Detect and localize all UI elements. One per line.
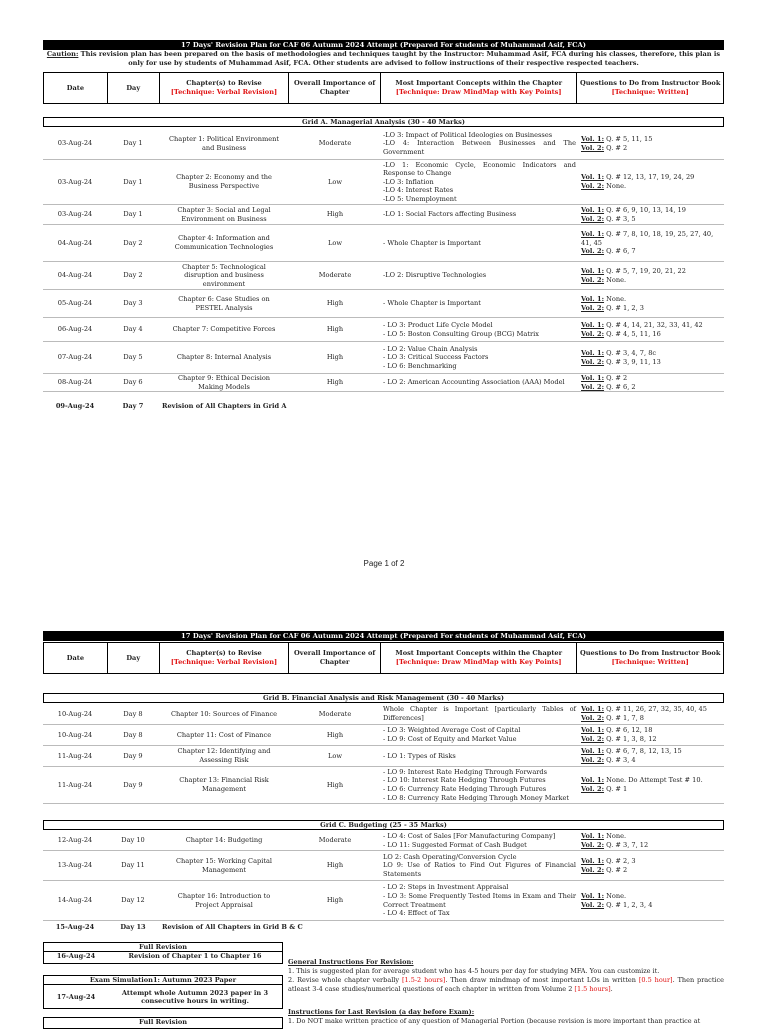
row-date: 13-Aug-24 xyxy=(57,861,93,870)
row-chapter: Chapter 13: Financial Risk Management xyxy=(179,776,269,793)
volume-1-questions: Vol. 1: Q. # 5, 7, 19, 20, 21, 22 xyxy=(581,266,686,275)
page-number: Page 1 of 2 xyxy=(363,559,405,568)
volume-1-questions: Vol. 1: Q. # 3, 4, 7, 8c xyxy=(581,348,657,357)
instruction-1: 1. This is suggested plan for average student who has 4-5 hours per day for studying MFA. You can customize it. xyxy=(288,967,660,975)
row-importance: High xyxy=(326,896,344,905)
concept-line: -LO 3: Inflation xyxy=(383,177,434,186)
row-chapter: Chapter 1: Political Environment and Business xyxy=(168,134,279,152)
volume-2-questions: Vol. 2: Q. # 1 xyxy=(581,785,628,793)
concept-line: -LO 3: Impact of Political Ideologies on Businesses xyxy=(383,130,553,139)
volume-2-questions: Vol. 2: Q. # 1, 3, 8, 12 xyxy=(581,735,657,743)
caution-note xyxy=(43,50,724,68)
table-row xyxy=(43,881,724,921)
row-chapter: Chapter 11: Cost of Finance xyxy=(176,730,272,739)
header-questions: Questions to Do from Instructor Book [Technique: Written] xyxy=(580,649,721,666)
row-chapter: Chapter 16: Introduction to Project Appraisal xyxy=(177,891,271,909)
day16-date: 16-Aug-24 xyxy=(56,952,96,960)
row-day: Day 1 xyxy=(123,139,143,148)
table-row xyxy=(43,374,724,392)
instructions-heading-2: Instructions for Last Revision (a day before Exam): xyxy=(288,1008,475,1016)
volume-1-questions: Vol. 1: Q. # 2 xyxy=(581,373,628,382)
caution-text: This revision plan has been prepared on the basis of methodologies and techniques taught by the Instructor: Muhammad Asif, FCA during his classes, therefore, this plan is only for use by students of Muhammad Asif, FCA. Other students are advised to follow instructions of their respective respected teachers. xyxy=(78,50,721,67)
row-questions xyxy=(578,342,724,373)
day17-text: Attempt whole Autumn 2023 paper in 3 consecutive hours in writing. xyxy=(121,989,269,1005)
table-row xyxy=(43,318,724,342)
row-chapter: Chapter 14: Budgeting xyxy=(185,836,263,845)
row-chapter: Chapter 6: Case Studies on PESTEL Analysis xyxy=(178,294,270,312)
volume-2-questions: Vol. 2: Q. # 1, 7, 8 xyxy=(581,714,644,722)
last-revision-instructions xyxy=(288,1008,724,1026)
day17-title: Exam Simulation1: Autumn 2023 Paper xyxy=(44,976,282,985)
row-questions xyxy=(578,851,724,880)
concept-line: - LO 5: Boston Consulting Group (BCG) Matrix xyxy=(383,329,539,338)
row-day: Day 8 xyxy=(123,730,143,739)
revision-text: Revision of All Chapters in Grid B & C xyxy=(162,922,303,931)
table-row xyxy=(43,290,724,318)
row-importance: High xyxy=(326,861,344,870)
row-chapter: Chapter 2: Economy and the Business Perspective xyxy=(176,173,272,190)
concept-line: - LO 4: Cost of Sales [For Manufacturing Company] xyxy=(383,831,556,840)
header-concepts: Most Important Concepts within the Chapter [Technique: Draw MindMap with Key Points] xyxy=(381,73,577,103)
concept-line: - LO 4: Effect of Tax xyxy=(383,909,450,918)
table-row xyxy=(43,225,724,262)
row-importance: Moderate xyxy=(318,709,352,718)
grid-c-title: Grid C. Budgeting (25 - 35 Marks) xyxy=(43,820,724,830)
day18-box xyxy=(43,1017,283,1029)
table-row xyxy=(43,262,724,290)
row-importance: High xyxy=(326,780,344,789)
concept-line: - LO 6: Currency Rate Hedging Through Futures xyxy=(383,785,547,793)
row-day: Day 11 xyxy=(121,861,145,870)
row-day: Day 5 xyxy=(123,353,143,362)
row-questions xyxy=(578,205,724,224)
row-questions xyxy=(578,704,724,724)
row-questions xyxy=(578,262,724,289)
volume-1-questions: Vol. 1: Q. # 6, 9, 10, 13, 14, 19 xyxy=(581,205,686,214)
concept-line: - LO 6: Benchmarking xyxy=(383,361,457,370)
table-row xyxy=(43,342,724,374)
row-concepts xyxy=(381,160,578,204)
row-date: 04-Aug-24 xyxy=(57,238,93,247)
table-row xyxy=(43,851,724,881)
page-title: 17 Days' Revision Plan for CAF 06 Autumn 2024 Attempt (Prepared For students of Muhammad Asif, FCA) xyxy=(43,40,724,50)
concept-line: - LO 2: Value Chain Analysis xyxy=(383,344,478,353)
volume-2-questions: Vol. 2: None. xyxy=(581,182,627,190)
concept-line: - LO 9: Interest Rate Hedging Through Forwards xyxy=(383,767,548,776)
row-day: Day 1 xyxy=(123,177,143,186)
volume-1-questions: Vol. 1: Q. # 2, 3 xyxy=(581,856,636,865)
volume-2-questions: Vol. 2: Q. # 6, 2 xyxy=(581,382,636,391)
row-date: 05-Aug-24 xyxy=(57,299,93,308)
header-concepts: Most Important Concepts within the Chapter [Technique: Draw MindMap with Key Points] xyxy=(381,643,577,673)
row-concepts xyxy=(381,725,578,745)
row-date: 14-Aug-24 xyxy=(57,896,93,905)
row-questions xyxy=(578,160,724,204)
row-concepts xyxy=(381,318,578,341)
row-questions xyxy=(578,290,724,317)
row-chapter: Chapter 12: Identifying and Assessing Risk xyxy=(177,747,271,764)
row-day: Day 4 xyxy=(123,325,143,334)
row-questions xyxy=(578,767,724,803)
row-concepts xyxy=(381,767,578,803)
concept-line: -LO 2: Disruptive Technologies xyxy=(383,271,487,280)
row-questions xyxy=(578,831,724,850)
row-date: 04-Aug-24 xyxy=(57,271,93,280)
row-day: Day 10 xyxy=(121,836,145,845)
concept-line: - LO 8: Currency Rate Hedging Through Money Market xyxy=(383,793,570,802)
row-date: 11-Aug-24 xyxy=(57,751,93,760)
concept-line: -LO 4: Interaction Between Businesses and The Government xyxy=(383,139,576,156)
header-chapter: Chapter(s) to Revise [Technique: Verbal Revision] xyxy=(160,643,290,673)
row-chapter: Chapter 15: Working Capital Management xyxy=(175,856,273,874)
volume-2-questions: Vol. 2: Q. # 3, 4 xyxy=(581,756,636,764)
row-concepts xyxy=(381,881,578,920)
row-importance: High xyxy=(326,378,344,387)
row-questions xyxy=(578,374,724,391)
row-chapter: Chapter 8: Internal Analysis xyxy=(176,353,272,362)
volume-1-questions: Vol. 1: None. xyxy=(581,891,627,900)
day16-text: Revision of Chapter 1 to Chapter 16 xyxy=(128,952,262,960)
row-concepts xyxy=(381,831,578,850)
row-concepts xyxy=(381,851,578,880)
revision-day: Day 7 xyxy=(122,401,144,410)
row-chapter: Chapter 4: Information and Communication Technologies xyxy=(174,234,274,251)
concept-line: LO 2: Cash Operating/Conversion Cycle xyxy=(383,852,517,861)
day16-title: Full Revision xyxy=(44,943,282,952)
concept-line: - Whole Chapter is Important xyxy=(383,238,481,247)
volume-1-questions: Vol. 1: Q. # 6, 12, 18 xyxy=(581,726,653,735)
header-date: Date xyxy=(44,643,108,673)
row-day: Day 12 xyxy=(121,896,145,905)
row-day: Day 2 xyxy=(123,271,143,280)
row-chapter: Chapter 7: Competitive Forces xyxy=(172,325,276,334)
header-importance: Overall Importance of Chapter xyxy=(289,73,381,103)
day18-title: Full Revision xyxy=(138,1018,188,1026)
table-row xyxy=(43,831,724,851)
concept-line: -LO 5: Unemployment xyxy=(383,194,457,203)
row-importance: High xyxy=(326,730,344,739)
volume-2-questions: Vol. 2: Q. # 1, 2, 3 xyxy=(581,303,644,312)
grid-a-title: Grid A. Managerial Analysis (30 - 40 Marks) xyxy=(43,117,724,127)
concept-line: - LO 3: Critical Success Factors xyxy=(383,353,489,362)
volume-2-questions: Vol. 2: None. xyxy=(581,275,627,284)
row-concepts xyxy=(381,128,578,159)
row-importance: Low xyxy=(328,177,342,186)
row-concepts xyxy=(381,342,578,373)
grid-a-revision-row xyxy=(43,401,724,411)
table-row xyxy=(43,704,724,725)
volume-2-questions: Vol. 2: Q. # 3, 5 xyxy=(581,214,636,223)
table-row xyxy=(43,725,724,746)
day17-date: 17-Aug-24 xyxy=(56,993,96,1001)
concept-line: - LO 11: Suggested Format of Cash Budget xyxy=(383,840,527,849)
row-date: 03-Aug-24 xyxy=(57,210,93,219)
grid-bc-revision-row xyxy=(43,922,724,932)
volume-1-questions: Vol. 1: None. xyxy=(581,831,627,840)
table-row xyxy=(43,767,724,804)
header-questions: Questions to Do from Instructor Book [Technique: Written] xyxy=(580,79,721,96)
grid-b-title: Grid B. Financial Analysis and Risk Management (30 - 40 Marks) xyxy=(43,693,724,703)
row-chapter: Chapter 3: Social and Legal Environment on Business xyxy=(177,205,271,223)
row-chapter: Chapter 9: Ethical Decision Making Models xyxy=(177,373,271,391)
concept-line: - LO 10: Interest Rate Hedging Through Futures xyxy=(383,776,546,785)
revision-day: Day 13 xyxy=(120,922,146,931)
row-questions xyxy=(578,881,724,920)
table-row xyxy=(43,160,724,205)
instructions-heading: General Instructions For Revision: xyxy=(288,958,414,966)
row-date: 06-Aug-24 xyxy=(57,325,93,334)
header-day: Day xyxy=(108,73,160,103)
row-chapter: Chapter 5: Technological disruption and business environment xyxy=(182,262,266,288)
table-header-2 xyxy=(43,642,724,674)
concept-line: LO 9: Use of Ratios to Find Out Figures of Financial Statements xyxy=(383,861,576,878)
header-chapter: Chapter(s) to Revise [Technique: Verbal Revision] xyxy=(160,73,290,103)
header-importance: Overall Importance of Chapter xyxy=(289,643,381,673)
row-questions xyxy=(578,128,724,159)
concept-line: - LO 1: Types of Risks xyxy=(383,751,456,760)
header-date: Date xyxy=(44,73,108,103)
day17-box xyxy=(43,975,283,1009)
table-row xyxy=(43,205,724,225)
concept-line: - LO 3: Weighted Average Cost of Capital xyxy=(383,726,521,735)
row-questions xyxy=(578,318,724,341)
concept-line: - LO 9: Cost of Equity and Market Value xyxy=(383,735,517,743)
concept-line: - Whole Chapter is Important xyxy=(383,299,481,308)
page-title-2: 17 Days' Revision Plan for CAF 06 Autumn 2024 Attempt (Prepared For students of Muhammad Asif, FCA) xyxy=(43,631,724,641)
volume-1-questions: Vol. 1: Q. # 7, 8, 10, 18, 19, 25, 27, 40, 41, 45 xyxy=(581,230,714,247)
row-importance: High xyxy=(326,210,344,219)
volume-2-questions: Vol. 2: Q. # 6, 7 xyxy=(581,247,636,256)
row-concepts xyxy=(381,746,578,766)
row-questions xyxy=(578,746,724,766)
concept-line: Whole Chapter is Important [particularly Tables of Differences] xyxy=(383,705,576,722)
revision-date: 09-Aug-24 xyxy=(55,401,95,410)
row-day: Day 9 xyxy=(123,780,143,789)
row-concepts xyxy=(381,262,578,289)
volume-2-questions: Vol. 2: Q. # 3, 7, 12 xyxy=(581,840,649,849)
revision-text: Revision of All Chapters in Grid A xyxy=(162,401,287,410)
concept-line: -LO 4: Interest Rates xyxy=(383,186,454,195)
row-questions xyxy=(578,725,724,745)
row-date: 03-Aug-24 xyxy=(57,139,93,148)
concept-line: - LO 2: American Accounting Association (AAA) Model xyxy=(383,378,565,387)
row-importance: Moderate xyxy=(318,139,352,148)
row-importance: Moderate xyxy=(318,271,352,280)
row-day: Day 3 xyxy=(123,299,143,308)
general-instructions xyxy=(288,958,724,994)
table-row xyxy=(43,746,724,767)
volume-2-questions: Vol. 2: Q. # 2 xyxy=(581,143,628,152)
volume-1-questions: Vol. 1: Q. # 4, 14, 21, 32, 33, 41, 42 xyxy=(581,320,703,329)
instruction-last-1: 1. Do NOT make written practice of any question of Managerial Portion (because revision is more important than practice at xyxy=(288,1017,701,1025)
volume-2-questions: Vol. 2: Q. # 2 xyxy=(581,865,628,874)
row-importance: High xyxy=(326,299,344,308)
revision-date: 15-Aug-24 xyxy=(55,922,95,931)
concept-line: - LO 3: Product Life Cycle Model xyxy=(383,320,493,329)
concept-line: - LO 2: Steps in Investment Appraisal xyxy=(383,883,509,892)
row-date: 03-Aug-24 xyxy=(57,177,93,186)
table-row xyxy=(43,128,724,160)
row-date: 07-Aug-24 xyxy=(57,353,93,362)
row-day: Day 8 xyxy=(123,709,143,718)
volume-1-questions: Vol. 1: None. xyxy=(581,294,627,303)
row-concepts xyxy=(381,374,578,391)
volume-1-questions: Vol. 1: None. Do Attempt Test # 10. xyxy=(581,776,703,785)
row-day: Day 2 xyxy=(123,238,143,247)
row-concepts xyxy=(381,225,578,261)
volume-1-questions: Vol. 1: Q. # 6, 7, 8, 12, 13, 15 xyxy=(581,747,682,756)
table-header xyxy=(43,72,724,104)
day16-box xyxy=(43,942,283,964)
row-questions xyxy=(578,225,724,261)
volume-2-questions: Vol. 2: Q. # 3, 9, 11, 13 xyxy=(581,357,661,366)
volume-2-questions: Vol. 2: Q. # 1, 2, 3, 4 xyxy=(581,900,653,909)
row-date: 08-Aug-24 xyxy=(57,378,93,387)
volume-2-questions: Vol. 2: Q. # 4, 5, 11, 16 xyxy=(581,329,661,338)
row-day: Day 9 xyxy=(123,751,143,760)
row-date: 12-Aug-24 xyxy=(57,836,93,845)
row-day: Day 6 xyxy=(123,378,143,387)
row-date: 11-Aug-24 xyxy=(57,780,93,789)
row-importance: High xyxy=(326,353,344,362)
volume-1-questions: Vol. 1: Q. # 12, 13, 17, 19, 24, 29 xyxy=(581,173,695,182)
volume-1-questions: Vol. 1: Q. # 11, 26, 27, 32, 35, 40, 45 xyxy=(581,705,707,714)
row-concepts xyxy=(381,205,578,224)
concept-line: -LO 1: Economic Cycle, Economic Indicators and Response to Change xyxy=(383,160,576,178)
row-importance: High xyxy=(326,325,344,334)
row-concepts xyxy=(381,704,578,724)
row-importance: Low xyxy=(328,751,342,760)
row-date: 10-Aug-24 xyxy=(57,730,93,739)
volume-1-questions: Vol. 1: Q. # 5, 11, 15 xyxy=(581,134,653,143)
concept-line: -LO 1: Social Factors affecting Business xyxy=(383,210,517,219)
instruction-2: 2. Revise whole chapter verbally [1.5-2 hours]. Then draw mindmap of most important LOs in written [0.5 hour]. Then practice atleast 3-4 case studies/numerical questions of each chapter in written from Volume 2 [1.5 hours]. xyxy=(288,976,724,993)
row-importance: Low xyxy=(328,238,342,247)
row-date: 10-Aug-24 xyxy=(57,709,93,718)
concept-line: - LO 3: Some Frequently Tested Items in Exam and Their Correct Treatment xyxy=(383,891,576,909)
row-concepts xyxy=(381,290,578,317)
row-importance: Moderate xyxy=(318,836,352,845)
row-day: Day 1 xyxy=(123,210,143,219)
row-chapter: Chapter 10: Sources of Finance xyxy=(170,709,278,718)
caution-label: Caution: xyxy=(46,50,79,58)
header-day: Day xyxy=(108,643,160,673)
